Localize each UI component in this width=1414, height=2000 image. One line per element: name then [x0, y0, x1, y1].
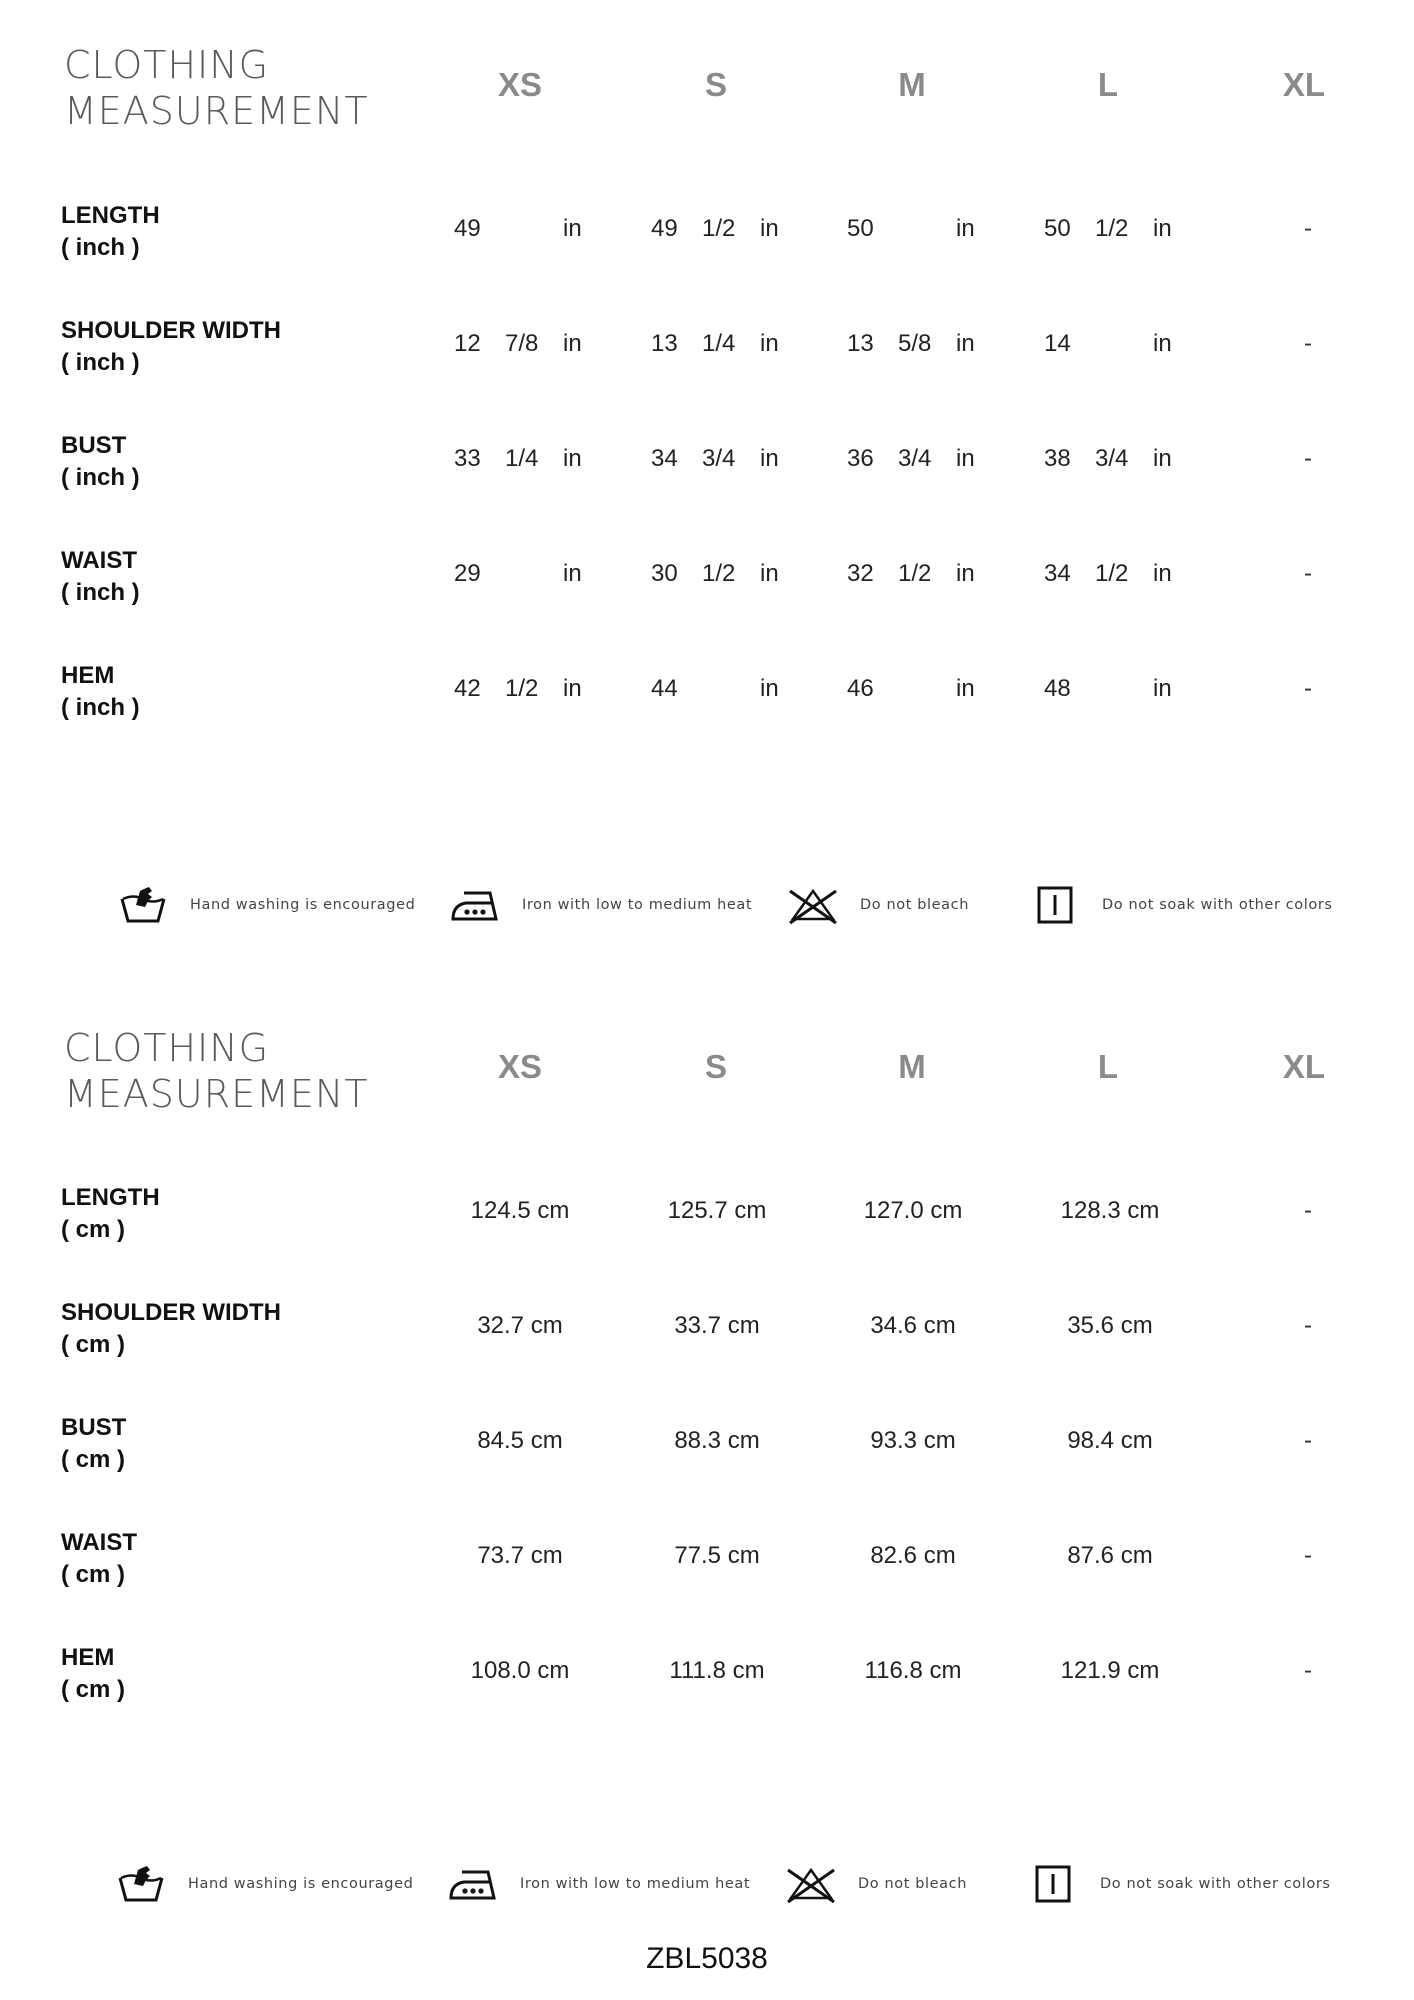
value-cell: 77.5 cm — [674, 1542, 760, 1569]
no-bleach-icon — [788, 885, 838, 925]
xl-value: - — [1304, 560, 1312, 587]
value-unit: in — [760, 675, 779, 702]
care-item-do-not-soak — [1030, 885, 1333, 925]
size-header-m: M — [898, 66, 926, 103]
care-item-iron — [450, 885, 752, 925]
measurement-unit: ( inch ) — [61, 234, 140, 261]
size-header-s: S — [704, 1048, 727, 1085]
value-fraction: 1/4 — [702, 330, 736, 357]
iron-icon — [450, 885, 500, 925]
size-header-xl: XL — [1282, 66, 1326, 103]
care-item-no-bleach — [786, 1864, 967, 1904]
care-item-no-bleach — [788, 885, 969, 925]
value-cell: 111.8 cm — [669, 1657, 765, 1684]
measurement-unit: ( inch ) — [61, 349, 140, 376]
value-cell: 87.6 cm — [1067, 1542, 1153, 1569]
value-unit: in — [956, 560, 975, 587]
value-whole: 42 — [454, 675, 481, 702]
measurement-unit: ( cm ) — [61, 1331, 126, 1358]
measurement-unit: ( inch ) — [61, 464, 140, 491]
value-unit: in — [1153, 560, 1172, 587]
value-fraction: 1/4 — [505, 445, 539, 472]
care-text: Iron with low to medium heat — [520, 1876, 751, 1892]
care-text: Hand washing is encouraged — [188, 1876, 414, 1892]
value-whole: 14 — [1044, 330, 1071, 357]
value-whole: 29 — [454, 560, 481, 587]
value-fraction: 3/4 — [1095, 445, 1129, 472]
value-whole: 50 — [847, 215, 874, 242]
do-not-soak-icon — [1028, 1864, 1078, 1904]
value-fraction: 1/2 — [505, 675, 539, 702]
no-bleach-icon — [786, 1864, 836, 1904]
measurement-name: HEM — [61, 1644, 115, 1671]
care-text: Do not soak with other colors — [1100, 1876, 1331, 1892]
xl-value: - — [1304, 1312, 1312, 1339]
size-header-xl: XL — [1282, 1048, 1326, 1085]
value-whole: 13 — [847, 330, 874, 357]
value-whole: 36 — [847, 445, 874, 472]
value-whole: 38 — [1044, 445, 1071, 472]
value-whole: 48 — [1044, 675, 1071, 702]
value-fraction: 1/2 — [1095, 560, 1129, 587]
row-label — [61, 200, 160, 264]
size-header-m: M — [898, 1048, 926, 1085]
value-unit: in — [760, 445, 779, 472]
section-title — [64, 42, 369, 134]
value-whole: 46 — [847, 675, 874, 702]
value-cell: 35.6 cm — [1067, 1312, 1153, 1339]
value-unit: in — [1153, 675, 1172, 702]
value-unit: in — [956, 445, 975, 472]
value-cell: 121.9 cm — [1060, 1657, 1160, 1684]
value-cell: 93.3 cm — [870, 1427, 956, 1454]
value-unit: in — [760, 330, 779, 357]
care-item-iron — [448, 1864, 750, 1904]
value-whole: 30 — [651, 560, 678, 587]
size-header-l: L — [1097, 1048, 1119, 1085]
product-code: ZBL5038 — [646, 1942, 768, 1975]
size-header-s: S — [704, 66, 727, 103]
value-fraction: 1/2 — [1095, 215, 1129, 242]
value-unit: in — [1153, 215, 1172, 242]
value-cell: 98.4 cm — [1067, 1427, 1153, 1454]
measurement-unit: ( cm ) — [61, 1216, 126, 1243]
value-whole: 49 — [651, 215, 678, 242]
xl-value: - — [1304, 330, 1312, 357]
value-cell: 116.8 cm — [864, 1657, 962, 1684]
value-unit: in — [563, 330, 582, 357]
xl-value: - — [1304, 675, 1312, 702]
care-text: Do not soak with other colors — [1102, 897, 1333, 913]
row-label — [61, 660, 140, 724]
value-fraction: 7/8 — [505, 330, 539, 357]
row-label — [61, 1182, 160, 1246]
value-unit: in — [563, 560, 582, 587]
value-whole: 49 — [454, 215, 481, 242]
hand-wash-icon — [116, 1864, 166, 1904]
value-unit: in — [760, 215, 779, 242]
care-item-do-not-soak — [1028, 1864, 1331, 1904]
title-line-2: MEASUREMENT — [64, 89, 369, 133]
value-whole: 34 — [1044, 560, 1071, 587]
value-cell: 128.3 cm — [1060, 1197, 1160, 1224]
value-cell: 82.6 cm — [870, 1542, 956, 1569]
value-unit: in — [760, 560, 779, 587]
row-label — [61, 1297, 281, 1361]
size-header-xs: XS — [497, 66, 543, 103]
do-not-soak-icon — [1030, 885, 1080, 925]
row-label — [61, 1527, 137, 1591]
value-fraction: 1/2 — [898, 560, 932, 587]
hand-wash-icon — [118, 885, 168, 925]
value-whole: 13 — [651, 330, 678, 357]
value-fraction: 1/2 — [702, 560, 736, 587]
value-cell: 84.5 cm — [477, 1427, 563, 1454]
measurement-name: SHOULDER WIDTH — [61, 317, 281, 344]
value-cell: 108.0 cm — [470, 1657, 570, 1684]
iron-icon — [448, 1864, 498, 1904]
section-title — [64, 1025, 369, 1117]
measurement-unit: ( cm ) — [61, 1676, 126, 1703]
measurement-name: BUST — [61, 1414, 127, 1441]
title-line-1: CLOTHING — [64, 1026, 270, 1070]
row-label — [61, 545, 140, 609]
value-cell: 73.7 cm — [477, 1542, 563, 1569]
measurement-name: WAIST — [61, 547, 137, 574]
xl-value: - — [1304, 1657, 1312, 1684]
measurement-unit: ( cm ) — [61, 1561, 126, 1588]
size-header-l: L — [1097, 66, 1119, 103]
measurement-name: LENGTH — [61, 202, 160, 229]
measurement-name: WAIST — [61, 1529, 137, 1556]
care-text: Hand washing is encouraged — [190, 897, 416, 913]
value-whole: 50 — [1044, 215, 1071, 242]
measurement-unit: ( inch ) — [61, 694, 140, 721]
value-cell: 125.7 cm — [667, 1197, 767, 1224]
value-fraction: 5/8 — [898, 330, 932, 357]
care-text: Do not bleach — [860, 897, 970, 913]
value-unit: in — [956, 675, 975, 702]
value-cell: 124.5 cm — [470, 1197, 570, 1224]
xl-value: - — [1304, 1542, 1312, 1569]
value-unit: in — [956, 330, 975, 357]
row-label — [61, 430, 140, 494]
value-cell: 32.7 cm — [477, 1312, 563, 1339]
xl-value: - — [1304, 215, 1312, 242]
value-unit: in — [563, 675, 582, 702]
value-fraction: 3/4 — [702, 445, 736, 472]
value-whole: 33 — [454, 445, 481, 472]
care-text: Iron with low to medium heat — [522, 897, 753, 913]
value-unit: in — [1153, 330, 1172, 357]
row-label — [61, 1412, 126, 1476]
measurement-name: LENGTH — [61, 1184, 160, 1211]
measurement-name: HEM — [61, 662, 115, 689]
value-unit: in — [1153, 445, 1172, 472]
title-line-2: MEASUREMENT — [64, 1072, 369, 1116]
care-text: Do not bleach — [858, 1876, 968, 1892]
value-cell: 88.3 cm — [674, 1427, 760, 1454]
xl-value: - — [1304, 445, 1312, 472]
value-whole: 32 — [847, 560, 874, 587]
xl-value: - — [1304, 1197, 1312, 1224]
measurement-unit: ( cm ) — [61, 1446, 126, 1473]
value-whole: 44 — [651, 675, 678, 702]
value-fraction: 1/2 — [702, 215, 736, 242]
value-cell: 33.7 cm — [674, 1312, 760, 1339]
value-unit: in — [563, 445, 582, 472]
value-cell: 34.6 cm — [870, 1312, 956, 1339]
xl-value: - — [1304, 1427, 1312, 1454]
value-whole: 34 — [651, 445, 678, 472]
row-label — [61, 315, 281, 379]
value-whole: 12 — [454, 330, 481, 357]
size-header-xs: XS — [497, 1048, 543, 1085]
row-label — [61, 1642, 125, 1706]
measurement-name: BUST — [61, 432, 127, 459]
value-unit: in — [563, 215, 582, 242]
care-item-hand-wash — [118, 885, 415, 925]
value-fraction: 3/4 — [898, 445, 932, 472]
care-item-hand-wash — [116, 1864, 413, 1904]
value-unit: in — [956, 215, 975, 242]
title-line-1: CLOTHING — [64, 43, 270, 87]
measurement-name: SHOULDER WIDTH — [61, 1299, 281, 1326]
value-cell: 127.0 cm — [863, 1197, 963, 1224]
measurement-unit: ( inch ) — [61, 579, 140, 606]
